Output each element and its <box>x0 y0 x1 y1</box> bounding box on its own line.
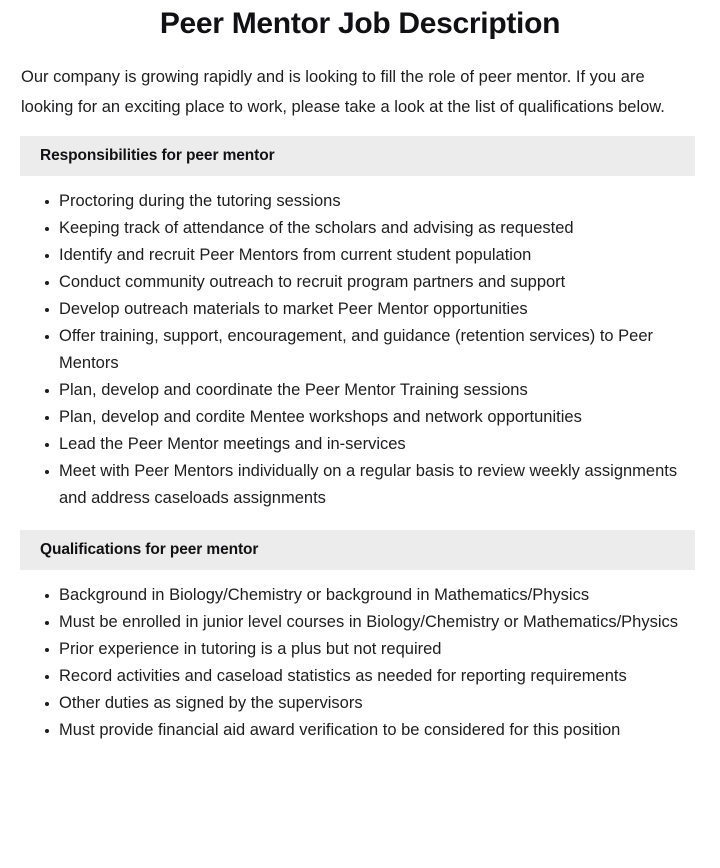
list-item: Proctoring during the tutoring sessions <box>45 188 695 215</box>
list-item: Develop outreach materials to market Peer Mentor opportunities <box>45 296 695 323</box>
section-heading-label: Qualifications for peer mentor <box>40 541 259 558</box>
section-heading-label: Responsibilities for peer mentor <box>40 147 275 164</box>
responsibilities-list <box>0 176 720 512</box>
list-item: Meet with Peer Mentors individually on a regular basis to review weekly assignments and address caseloads assignments <box>45 458 695 512</box>
list-item: Conduct community outreach to recruit program partners and support <box>45 269 695 296</box>
list-item: Record activities and caseload statistics as needed for reporting requirements <box>45 663 695 690</box>
qualifications-list <box>0 570 720 744</box>
section-header-qualifications <box>20 530 695 570</box>
list-item: Prior experience in tutoring is a plus but not required <box>45 636 695 663</box>
list-item: Offer training, support, encouragement, and guidance (retention services) to Peer Mentors <box>45 323 695 377</box>
list-item: Keeping track of attendance of the scholars and advising as requested <box>45 215 695 242</box>
list-item: Plan, develop and coordinate the Peer Mentor Training sessions <box>45 377 695 404</box>
list-item: Plan, develop and cordite Mentee workshops and network opportunities <box>45 404 695 431</box>
section-qualifications <box>0 530 720 744</box>
list-item: Must provide financial aid award verification to be considered for this position <box>45 717 695 744</box>
list-item: Must be enrolled in junior level courses in Biology/Chemistry or Mathematics/Physics <box>45 609 695 636</box>
section-responsibilities <box>0 136 720 512</box>
list-item: Other duties as signed by the supervisors <box>45 690 695 717</box>
list-item: Identify and recruit Peer Mentors from current student population <box>45 242 695 269</box>
list-item: Background in Biology/Chemistry or background in Mathematics/Physics <box>45 582 695 609</box>
list-item: Lead the Peer Mentor meetings and in-services <box>45 431 695 458</box>
section-header-responsibilities <box>20 136 695 176</box>
intro-paragraph: Our company is growing rapidly and is looking to fill the role of peer mentor. If you are looking for an exciting place to work, please take a look at the list of qualifications below. <box>21 68 665 116</box>
page-title: Peer Mentor Job Description <box>159 7 561 40</box>
